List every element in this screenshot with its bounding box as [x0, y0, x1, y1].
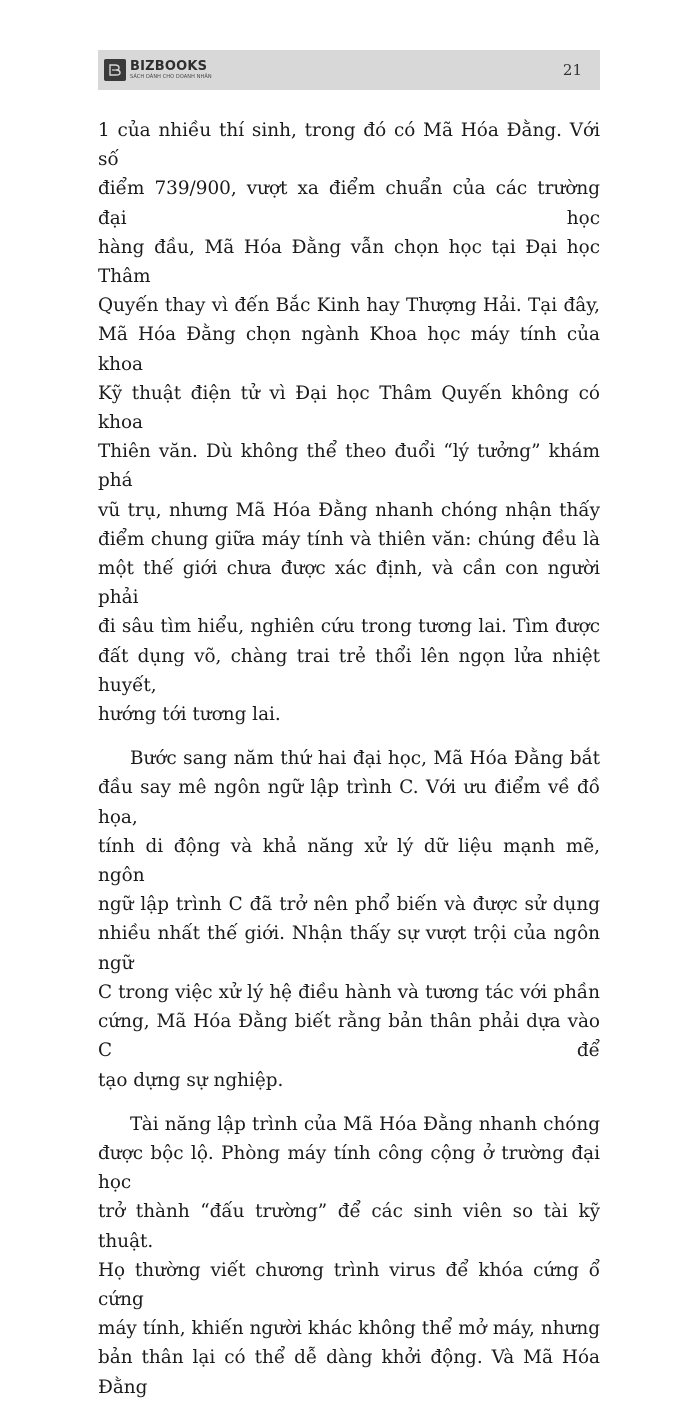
- text-line: hàng đầu, Mã Hóa Đằng vẫn chọn học tại Đại học Thâm: [98, 236, 600, 288]
- text-line: Bước sang năm thứ hai đại học, Mã Hóa Đằng bắt: [130, 748, 600, 770]
- text-line: C trong việc xử lý hệ điều hành và tương tác với phần: [98, 981, 600, 1003]
- publisher-brand: [104, 59, 212, 81]
- text-line: hướng tới tương lai.: [98, 704, 281, 726]
- text-line: Kỹ thuật điện tử vì Đại học Thâm Quyến không có khoa: [98, 382, 600, 434]
- text-line: 1 của nhiều thí sinh, trong đó có Mã Hóa Đằng. Với số: [98, 120, 600, 171]
- text-line: Tài năng lập trình của Mã Hóa Đằng nhanh chóng: [130, 1113, 600, 1135]
- bizbooks-logo-icon: [104, 59, 126, 81]
- text-line: Họ thường viết chương trình virus để khóa cứng ổ cứng: [98, 1259, 600, 1310]
- running-header: [98, 50, 600, 90]
- brand-name: BIZBOOKS: [130, 59, 208, 74]
- text-line: cứng, Mã Hóa Đằng biết rằng bản thân phải dựa vào C để: [98, 1011, 600, 1062]
- page-body: [98, 116, 600, 1402]
- text-line: điểm 739/900, vượt xa điểm chuẩn của các trường đại học: [98, 178, 600, 229]
- paragraph-1: [98, 116, 600, 729]
- text-line: đất dụng võ, chàng trai trẻ thổi lên ngọn lửa nhiệt huyết,: [98, 645, 600, 696]
- text-line: trở thành “đấu trường” để các sinh viên so tài kỹ thuật.: [98, 1201, 600, 1252]
- text-line: vũ trụ, nhưng Mã Hóa Đằng nhanh chóng nhận thấy: [98, 499, 600, 521]
- text-line: Mã Hóa Đằng chọn ngành Khoa học máy tính của khoa: [98, 324, 600, 375]
- text-line: ngữ lập trình C đã trở nên phổ biến và được sử dụng: [98, 894, 600, 916]
- text-line: được bộc lộ. Phòng máy tính công cộng ở trường đại học: [98, 1142, 600, 1194]
- text-line: bản thân lại có thể dễ dàng khởi động. Và Mã Hóa Đằng: [98, 1347, 600, 1398]
- page-number: 21: [562, 61, 582, 79]
- text-line: điểm chung giữa máy tính và thiên văn: chúng đều là: [98, 528, 600, 550]
- text-line: đầu say mê ngôn ngữ lập trình C. Với ưu điểm về đồ họa,: [98, 777, 600, 828]
- paragraph-3: [98, 1110, 600, 1402]
- text-line: một thế giới chưa được xác định, và cần con người phải: [98, 558, 600, 609]
- text-line: đi sâu tìm hiểu, nghiên cứu trong tương lai. Tìm được: [98, 616, 600, 638]
- text-line: Thiên văn. Dù không thể theo đuổi “lý tưởng” khám phá: [98, 441, 600, 492]
- text-line: máy tính, khiến người khác không thể mở máy, nhưng: [98, 1318, 600, 1340]
- brand-tagline: SÁCH DÀNH CHO DOANH NHÂN: [130, 74, 212, 80]
- text-line: Quyến thay vì đến Bắc Kinh hay Thượng Hải. Tại đây,: [98, 295, 600, 317]
- text-line: tính di động và khả năng xử lý dữ liệu mạnh mẽ, ngôn: [98, 835, 600, 887]
- paragraph-2: [98, 744, 600, 1094]
- text-line: tạo dựng sự nghiệp.: [98, 1069, 284, 1091]
- text-line: nhiều nhất thế giới. Nhận thấy sự vượt trội của ngôn ngữ: [98, 923, 600, 974]
